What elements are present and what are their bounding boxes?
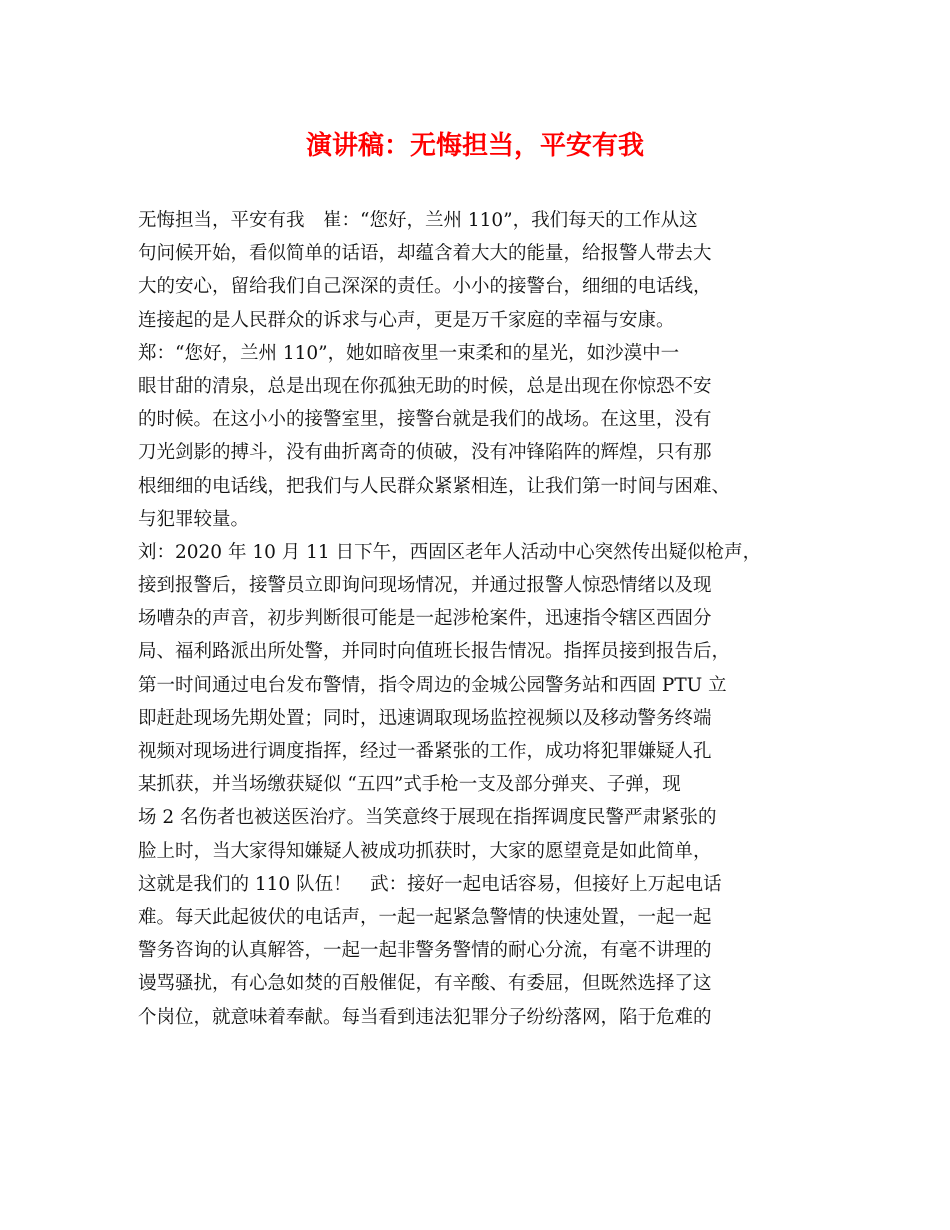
- body-line: 与犯罪较量。: [138, 508, 250, 530]
- body-line: 脸上时，当大家得知嫌疑人被成功抓获时，大家的愿望竟是如此简单，: [138, 840, 712, 862]
- body-line: 刘：2020 年 10 月 11 日下午，西固区老年人活动中心突然传出疑似枪声，: [138, 541, 762, 563]
- body-line: 警务咨询的认真解答，一起一起非警务警情的耐心分流，有毫不讲理的: [138, 940, 712, 962]
- body-line: 这就是我们的 110 队伍！ 武：接好一起电话容易，但接好上万起电话: [138, 873, 722, 895]
- body-line: 场 2 名伤者也被送医治疗。当笑意终于展现在指挥调度民警严肃紧张的: [138, 807, 717, 829]
- body-line: 接到报警后，接警员立即询问现场情况，并通过报警人惊恐情绪以及现: [138, 575, 712, 597]
- body-line: 的时候。在这小小的接警室里，接警台就是我们的战场。在这里，没有: [138, 409, 712, 431]
- body-line: 即赶赴现场先期处置；同时，迅速调取现场监控视频以及移动警务终端: [138, 707, 712, 729]
- body-line: 难。每天此起彼伏的电话声，一起一起紧急警情的快速处置，一起一起: [138, 906, 712, 928]
- body-line: 个岗位，就意味着奉献。每当看到违法犯罪分子纷纷落网，陷于危难的: [138, 1006, 712, 1028]
- body-line: 谩骂骚扰，有心急如焚的百般催促，有辛酸、有委屈，但既然选择了这: [138, 973, 712, 995]
- body-line: 句问候开始，看似简单的话语，却蕴含着大大的能量，给报警人带去大: [138, 243, 712, 265]
- body-line: 郑：“您好，兰州 110”，她如暗夜里一束柔和的星光，如沙漠中一: [138, 342, 680, 364]
- body-line: 第一时间通过电台发布警情，指令周边的金城公园警务站和西固 PTU 立: [138, 674, 727, 696]
- body-line: 无悔担当，平安有我 崔：“您好，兰州 110”，我们每天的工作从这: [138, 210, 698, 231]
- body-line: 某抓获，并当场缴获疑似 “五四”式手枪一支及部分弹夹、子弹，现: [138, 774, 681, 796]
- body-line: 眼甘甜的清泉，总是出现在你孤独无助的时候，总是出现在你惊恐不安: [138, 375, 712, 397]
- body-line: 场嘈杂的声音，初步判断很可能是一起涉枪案件，迅速指令辖区西固分: [138, 608, 712, 630]
- body-line: 连接起的是人民群众的诉求与心声，更是万千家庭的幸福与安康。: [138, 309, 675, 331]
- body-line: 局、福利路派出所处警，并同时向值班长报告情况。指挥员接到报告后，: [138, 641, 731, 663]
- body-line: 刀光剑影的搏斗，没有曲折离奇的侦破，没有冲锋陷阵的辉煌，只有那: [138, 442, 712, 464]
- body-line: 视频对现场进行调度指挥，经过一番紧张的工作，成功将犯罪嫌疑人孔: [138, 741, 712, 762]
- document-body: [138, 204, 814, 1034]
- document-title: 演讲稿：无悔担当，平安有我: [305, 131, 644, 161]
- body-line: 大的安心，留给我们自己深深的责任。小小的接警台，细细的电话线，: [138, 276, 712, 298]
- body-line: 根细细的电话线，把我们与人民群众紧紧相连，让我们第一时间与困难、: [138, 475, 731, 497]
